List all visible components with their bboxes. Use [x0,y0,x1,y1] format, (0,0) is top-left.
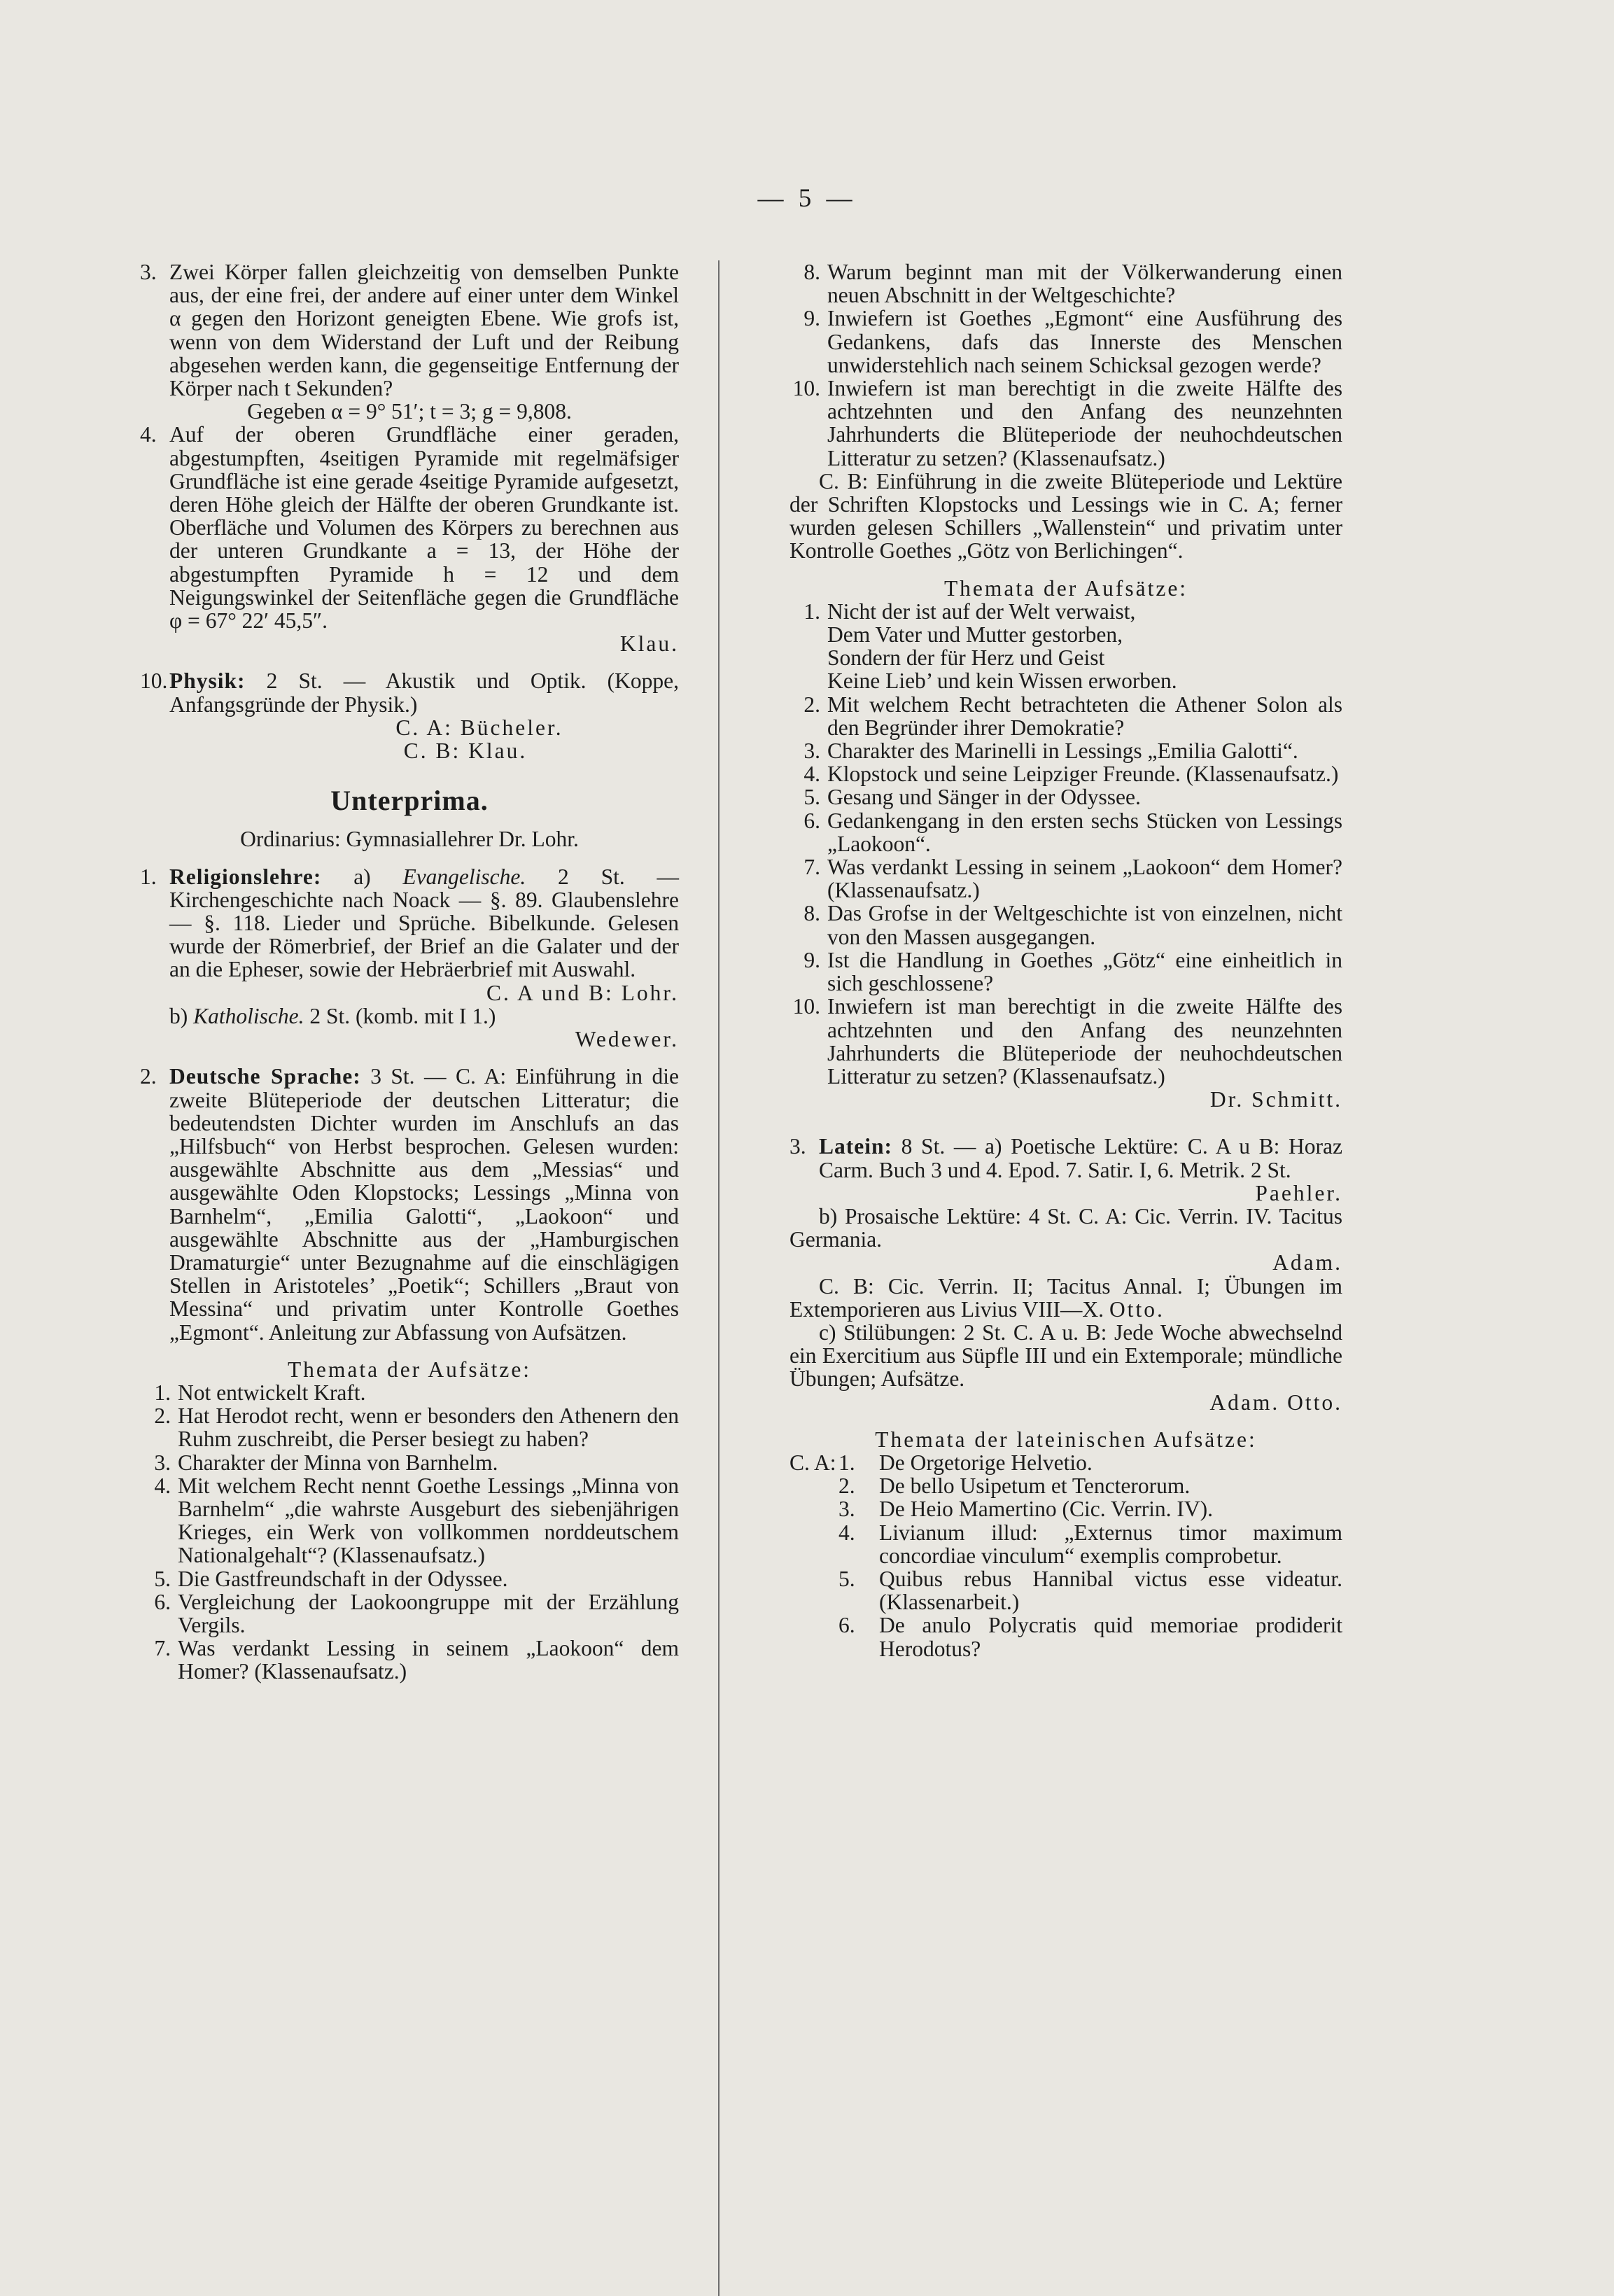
verse-line: Sondern der für Herz und Geist [827,645,1105,671]
list-item [790,1521,1342,1567]
item-number: 3. [838,1497,855,1522]
right-column [790,260,1342,1660]
item-number: 9. [804,947,820,972]
item-text: Klopstock und seine Leipziger Freunde. (Klassenaufsatz.) [827,762,1339,787]
latein-cb: C. B: Cic. Verrin. II; Tacitus Annal. I; Übungen im Extemporieren aus Livius VIII—X. Otto. [790,1273,1342,1322]
latein-teacher-2: Adam. [1272,1250,1342,1275]
item-number: 4. [804,762,820,787]
latein-teacher-4: Adam. Otto. [1209,1390,1342,1415]
item-text: Hat Herodot recht, wenn er besonders den Athenern den Ruhm zuschreibt, die Perser besiegt zu haben? [178,1404,679,1452]
item-text: Nicht der ist auf der Welt verwaist, [827,598,1136,624]
list-item [790,739,1342,762]
list-item [790,785,1342,808]
item-number: 1. [154,1380,171,1405]
item-text: Quibus rebus Hannibal victus esse videatur. (Klassenarbeit.) [879,1566,1342,1615]
themata-list-left [140,1381,679,1684]
lat-themata-title: Themata der lateinischen Aufsätze: [875,1427,1257,1452]
item-text: Inwiefern ist man berechtigt in die zweite Hälfte des achtzehnten und den Anfang des neunzehnten Jahrhunderts die Blüteperiode der neuhochdeutschen Litteratur zu setzen? (Klassenaufsatz.) [827,376,1342,470]
item-number: 7. [804,855,820,880]
list-item [790,1474,1342,1497]
list-item [790,1497,1342,1520]
item-label [790,1521,879,1544]
verse-line: Keine Lieb’ und kein Wissen erworben. [827,668,1177,694]
item-text: Charakter der Minna von Barnhelm. [178,1450,498,1475]
item-number: 7. [154,1636,171,1661]
list-item [790,948,1342,995]
left-column [140,260,679,1684]
physik-cb: C. B: Klau. [403,738,528,764]
item-text: Vergleichung der Laokoongruppe mit der Erzählung Vergils. [178,1589,679,1637]
item-number: 4. [838,1520,855,1545]
list-item [140,1590,679,1637]
latein-section: 3. Latein: 8 St. — a) Poetische Lektüre: C. A u B: Horaz Carm. Buch 3 und 4. Epod. 7. Satir. I, 6. Metrik. 2 St. [790,1134,1342,1182]
latein-c: c) Stilübungen: 2 St. C. A u. B: Jede Woche abwechselnd ein Exercitium aus Süpfle III und ein Extemporale; mündliche Übungen; Aufsätze. [790,1320,1342,1392]
item-text: Was verdankt Lessing in seinem „Laokoon“ dem Homer? (Klassenaufsatz.) [827,855,1342,903]
item-text: Gesang und Sänger in der Odyssee. [827,785,1141,810]
physik-section: 10.Physik: 2 St. — Akustik und Optik. (Koppe, Anfangsgründe der Physik.) [140,668,680,717]
item-text: De Heio Mamertino (Cic. Verrin. IV). [879,1497,1214,1522]
item-text: Mit welchem Recht betrachteten die Athener Solon als den Begründer ihrer Demokratie? [827,692,1342,740]
page-number: — 5 — [757,184,857,213]
religion-b-teacher: Wedewer. [575,1027,679,1052]
item-number: 5. [838,1566,855,1591]
themata-continued [790,260,1342,470]
problem-4: 4. Auf der oberen Grundfläche einer geraden, abgestumpften, 4seitigen Pyramide mit regelmäfsiger Grundfläche ist eine gerade 4seitige Pyramide aufgesetzt, deren Höhe gleich der Hälfte der oberen Grundkante ist. Oberfläche und Volumen des Körpers zu berechnen aus der unteren Grundkante a = 13, der Höhe der abgestumpften Pyramide h = 12 und dem Neigungswinkel der Seitenfläche gegen die Grundfläche φ = 67° 22′ 45,5″. [140,422,679,634]
item-text: Das Grofse in der Weltgeschichte ist von einzelnen, nicht von den Massen ausgegangen. [827,901,1342,949]
item-text: Inwiefern ist man berechtigt in die zweite Hälfte des achtzehnten und den Anfang des neunzehnten Jahrhunderts die Blüteperiode der neuhochdeutschen Litteratur zu setzen? (Klassenaufsatz.) [827,994,1342,1088]
item-text: De anulo Polycratis quid memoriae prodiderit Herodotus? [879,1613,1342,1661]
list-item [140,1381,679,1404]
religion-b: b) Katholische. 2 St. (komb. mit I 1.) [169,1003,496,1028]
list-item [140,1567,679,1590]
themata-list-right [790,600,1342,1088]
problem-3: 3. Zwei Körper fallen gleichzeitig von demselben Punkte aus, der eine frei, der andere auf einer unter dem Winkel α gegen den Horizont geneigten Ebene. Wie grofs ist, wenn von dem Widerstand der Luft und der Reibung abgesehen werden kann, die gegenseitige Entfernung der Körper nach t Sekunden? [140,260,679,401]
item-text: Charakter des Marinelli in Lessings „Emilia Galotti“. [827,738,1298,764]
item-number: 1. [838,1450,855,1475]
list-item [790,809,1342,855]
list-item [790,762,1342,785]
item-number: 8. [804,260,820,284]
list-item [790,693,1342,739]
item-prefix: C. A: [790,1450,836,1475]
item-label [790,1451,879,1474]
item-text: Not entwickelt Kraft. [178,1380,366,1405]
item-text: Warum beginnt man mit der Völkerwanderung einen neuen Abschnitt in der Weltgeschichte? [827,260,1342,308]
deutsch-cb: C. B: Einführung in die zweite Blüteperiode und Lektüre der Schriften Klopstocks und Lessings wie in C. A; ferner wurden gelesen Schillers „Wallenstein“ und privatim unter Kontrolle Goethes „Götz von Berlichingen“. [790,468,1342,564]
item-number: 6. [804,808,820,833]
column-divider [718,260,720,2296]
item-text: De bello Usipetum et Tencterorum. [879,1474,1191,1499]
problem-4-teacher: Klau. [619,631,679,657]
list-item [140,1404,679,1450]
item-number: 9. [804,306,820,331]
item-text: De Orgetorige Helvetio. [879,1450,1093,1475]
list-item [790,1451,1342,1474]
item-label [790,1567,879,1590]
item-number: 3. [804,738,820,764]
item-label [790,1614,879,1637]
religion-section: 1. Religionslehre: a) Evangelische. 2 St. — Kirchengeschichte nach Noack — §. 89. Glaubenslehre — §. 118. Lieder und Sprüche. Bibelkunde. Gelesen wurde der Römerbrief, der Brief an die Galater und der an die Epheser, sowie der Hebräerbrief mit Auswahl. [140,864,679,982]
ordinarius: Ordinarius: Gymnasiallehrer Dr. Lohr. [240,827,579,852]
item-number: 5. [154,1566,171,1591]
list-item [790,600,1342,623]
physik-ca: C. A: Bücheler. [395,715,563,740]
latein-teacher-1: Paehler. [1255,1180,1342,1205]
list-item [790,902,1342,948]
themata-title-left: Themata der Aufsätze: [287,1357,532,1382]
item-number: 1. [804,598,820,624]
item-text: Gedankengang in den ersten sechs Stücken von Lessings „Laokoon“. [827,808,1342,856]
item-number: 3. [154,1450,171,1475]
list-item [790,260,1342,307]
item-number: 6. [838,1613,855,1638]
item-text: Was verdankt Lessing in seinem „Laokoon“ dem Homer? (Klassenaufsatz.) [178,1636,679,1684]
item-number: 2. [838,1474,855,1499]
themata-title-right: Themata der Aufsätze: [943,575,1188,601]
item-label [790,1474,879,1497]
list-item [790,307,1342,377]
latein-b: b) Prosaische Lektüre: 4 St. C. A: Cic. Verrin. IV. Tacitus Germania. [790,1203,1342,1252]
section-title: Unterprima. [330,785,489,817]
list-item [790,1614,1342,1660]
religion-teacher: C. A und B: Lohr. [486,980,679,1005]
item-text: Ist die Handlung in Goethes „Götz“ eine einheitlich in sich geschlossene? [827,947,1342,996]
list-item [790,1567,1342,1614]
list-item [140,1637,679,1683]
item-number: 2. [154,1404,171,1429]
item-number: 2. [804,692,820,717]
item-label [790,1497,879,1520]
list-item [790,855,1342,902]
item-number: 5. [804,785,820,810]
item-number: 10. [792,994,820,1019]
problem-3-given: Gegeben α = 9° 51′; t = 3; g = 9,808. [247,399,572,424]
item-text: Livianum illud: „Externus timor maximum concordiae vinculum“ exemplis comprobetur. [879,1520,1342,1568]
item-text: Inwiefern ist Goethes „Egmont“ eine Ausführung des Gedankens, dafs das Innerste des Menschen unwiderstehlich nach seinem Schicksal gezogen werde? [827,306,1342,377]
item-number: 6. [154,1589,171,1614]
item-text: Die Gastfreundschaft in der Odyssee. [178,1566,508,1591]
deutsch-section: 2. Deutsche Sprache: 3 St. — C. A: Einführung in die zweite Blüteperiode der deutschen Litteratur; die bedeutendsten Dichter wurden im Anschlufs an das „Hilfsbuch“ von Herbst besprochen. Gelesen wurden: ausgewählte Abschnitte aus dem „Messias“ und ausgewählte Oden Klopstocks; Lessings „Minna von Barnhelm“, „Emilia Galotti“, „Laokoon“ und ausgewählte Abschnitte aus der „Hamburgischen Dramaturgie“ unter Bezugnahme auf die einschlägigen Stellen in Aristoteles’ „Poetik“; Schillers „Braut von Messina“ und privatim unter Kontrolle Goethes „Egmont“. Anleitung zur Abfassung von Aufsätzen. [140,1064,680,1345]
item-number: 8. [804,901,820,926]
list-item [140,1451,679,1474]
list-item [790,995,1342,1088]
list-item [790,377,1342,470]
verse-line: Dem Vater und Mutter gestorben, [827,622,1123,648]
themata-teacher: Dr. Schmitt. [1209,1087,1342,1112]
item-number: 10. [792,376,820,401]
lat-themata-list [790,1451,1342,1660]
item-number: 4. [154,1473,171,1498]
item-text: Mit welchem Recht nennt Goethe Lessings „Minna von Barnhelm“ „die wahrste Ausgeburt des siebenjährigen Krieges, ein Werk von vollkommen norddeutschem Nationalgehalt“? (Klassenaufsatz.) [178,1473,679,1568]
list-item [140,1474,679,1567]
